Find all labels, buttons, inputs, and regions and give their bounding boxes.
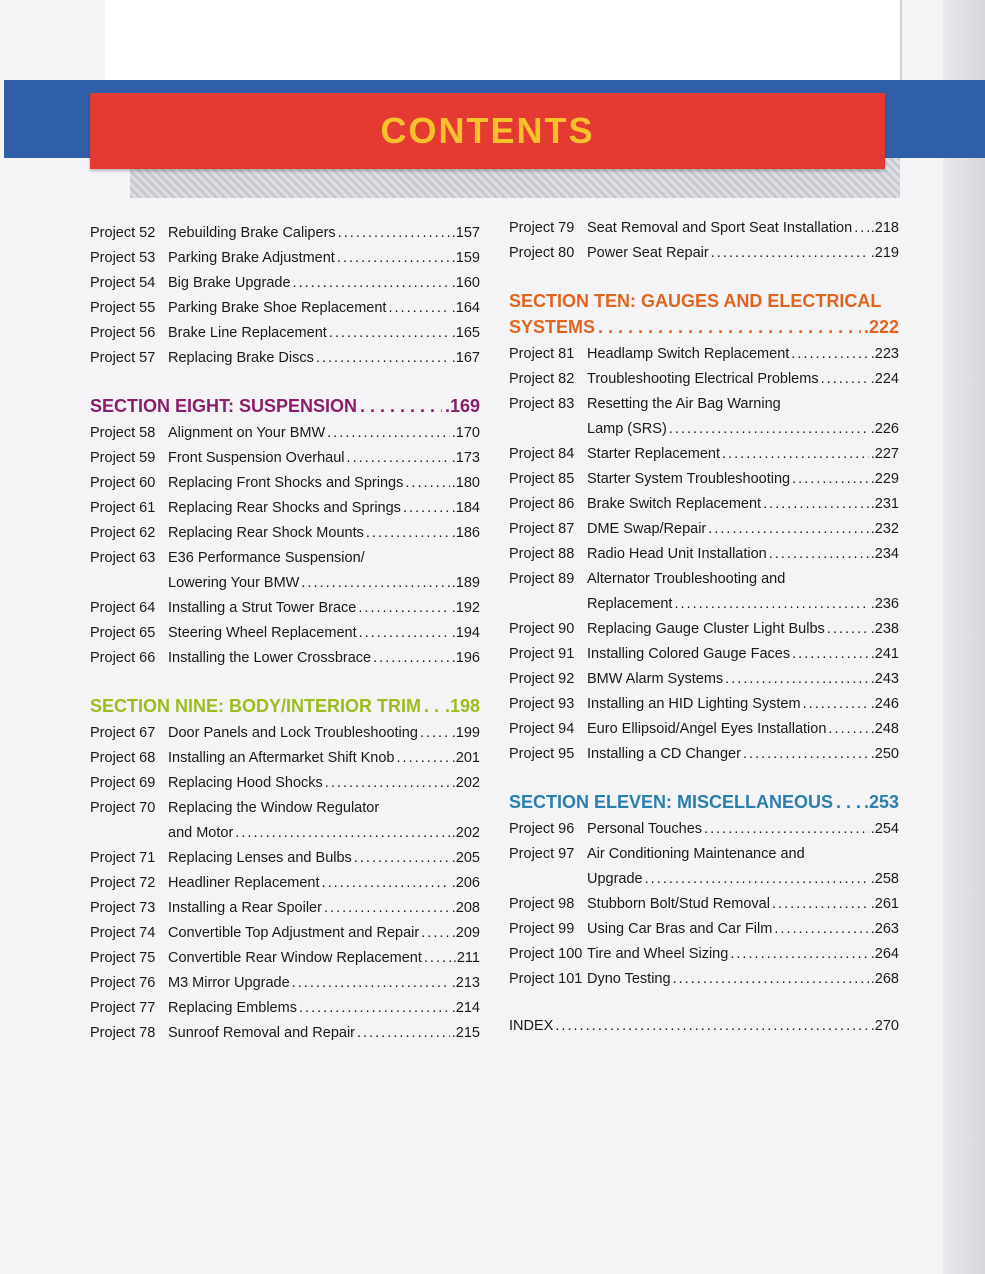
project-number: Project 88 — [509, 546, 575, 562]
page-number: .232 — [870, 521, 899, 537]
section-title-line1: SECTION TEN: GAUGES AND ELECTRICAL — [509, 291, 882, 311]
project-title: Headlamp Switch Replacement — [587, 346, 790, 362]
toc-entry — [509, 592, 899, 617]
project-number: Project 76 — [90, 975, 156, 991]
page-number: .196 — [451, 650, 480, 666]
project-number: Project 97 — [509, 846, 575, 862]
project-title: Stubborn Bolt/Stud Removal — [587, 896, 770, 912]
section-page: .169 — [444, 396, 480, 416]
leader-dots — [424, 946, 451, 971]
toc-entry — [90, 946, 480, 971]
project-title: Power Seat Repair — [587, 245, 709, 261]
page-edge — [943, 0, 985, 1274]
project-title: E36 Performance Suspension/ — [168, 550, 365, 566]
project-title: Convertible Rear Window Replacement — [168, 950, 422, 966]
project-number: Project 66 — [90, 650, 156, 666]
project-number: Project 62 — [90, 525, 156, 541]
project-number: Project 81 — [509, 346, 575, 362]
leader-dots — [354, 846, 450, 871]
leader-dots — [366, 521, 450, 546]
project-title: Replacing Front Shocks and Springs — [168, 475, 404, 491]
toc-entry — [90, 871, 480, 896]
section-page: .198 — [444, 696, 480, 716]
project-title: Replacing Hood Shocks — [168, 775, 323, 791]
leader-dots — [774, 917, 868, 942]
leader-dots — [792, 642, 869, 667]
project-number: Project 63 — [90, 550, 156, 566]
project-title: Replacing Rear Shock Mounts — [168, 525, 364, 541]
toc-entry — [90, 296, 480, 321]
toc-entry — [509, 742, 899, 767]
page-number: .208 — [451, 900, 480, 916]
leader-dots — [329, 321, 450, 346]
leader-dots — [359, 621, 450, 646]
left-group-3 — [90, 721, 480, 1046]
page-number: .263 — [870, 921, 899, 937]
page-number: .243 — [870, 671, 899, 687]
right-group-2 — [509, 342, 899, 767]
project-number: Project 53 — [90, 250, 156, 266]
project-title: Lamp (SRS) — [587, 421, 667, 437]
project-number: Project 54 — [90, 275, 156, 291]
project-title: Installing a CD Changer — [587, 746, 741, 762]
leader-dots — [763, 492, 869, 517]
project-number: Project 67 — [90, 725, 156, 741]
page-number: .184 — [451, 500, 480, 516]
page-number: .219 — [870, 245, 899, 261]
leader-dots — [828, 717, 868, 742]
leader-dots — [327, 421, 450, 446]
project-title: Tire and Wheel Sizing — [587, 946, 729, 962]
toc-entry — [90, 421, 480, 446]
project-title: Headliner Replacement — [168, 875, 320, 891]
project-title: Parking Brake Adjustment — [168, 250, 335, 266]
leader-dots — [338, 221, 450, 246]
page-number: .218 — [870, 220, 899, 236]
toc-entry — [509, 367, 899, 392]
leader-dots — [357, 1021, 450, 1046]
toc-entry — [90, 621, 480, 646]
leader-dots — [803, 692, 869, 717]
toc-entry — [509, 867, 899, 892]
right-group-1 — [509, 216, 899, 266]
toc-entry — [509, 717, 899, 742]
leader-dots — [397, 746, 450, 771]
project-number: Project 73 — [90, 900, 156, 916]
project-title: Installing Colored Gauge Faces — [587, 646, 791, 662]
project-title: Upgrade — [587, 871, 643, 887]
toc-entry — [90, 271, 480, 296]
index-entry — [509, 1014, 899, 1039]
toc-entry — [509, 942, 899, 967]
toc-entry — [509, 567, 899, 592]
page-number: .248 — [870, 721, 899, 737]
project-number: Project 65 — [90, 625, 156, 641]
page-number: .202 — [451, 775, 480, 791]
leader-dots — [347, 446, 450, 471]
page-number: .236 — [870, 596, 899, 612]
project-title: BMW Alarm Systems — [587, 671, 724, 687]
leader-dots — [792, 467, 869, 492]
page-number: .189 — [451, 575, 480, 591]
project-title: Replacement — [587, 596, 673, 612]
project-number: Project 82 — [509, 371, 575, 387]
leader-dots — [669, 417, 869, 442]
right-column — [509, 216, 899, 1039]
left-group-2 — [90, 421, 480, 671]
toc-entry — [509, 617, 899, 642]
leader-dots — [772, 892, 869, 917]
leader-dots — [836, 789, 861, 815]
page-number: .165 — [451, 325, 480, 341]
leader-dots — [299, 996, 450, 1021]
section-title-line2: SYSTEMS — [509, 317, 596, 337]
section-ten-heading — [509, 288, 899, 340]
page-number: .261 — [870, 896, 899, 912]
leader-dots — [722, 442, 869, 467]
toc-entry — [90, 996, 480, 1021]
page-number: .213 — [451, 975, 480, 991]
project-title: Euro Ellipsoid/Angel Eyes Installation — [587, 721, 827, 737]
section-page: .253 — [863, 792, 899, 812]
project-number: Project 91 — [509, 646, 575, 662]
toc-entry — [90, 521, 480, 546]
toc-entry — [90, 496, 480, 521]
page-number: .215 — [451, 1025, 480, 1041]
leader-dots — [388, 296, 449, 321]
toc-entry — [509, 442, 899, 467]
contents-banner — [90, 93, 885, 169]
project-number: Project 77 — [90, 1000, 156, 1016]
project-title: Starter Replacement — [587, 446, 720, 462]
project-title: Dyno Testing — [587, 971, 671, 987]
toc-entry — [509, 241, 899, 266]
project-number: Project 84 — [509, 446, 575, 462]
leader-dots — [743, 742, 869, 767]
project-title: Brake Line Replacement — [168, 325, 327, 341]
leader-dots — [358, 596, 449, 621]
section-eleven-heading — [509, 789, 899, 815]
project-number: Project 52 — [90, 225, 156, 241]
project-number: Project 86 — [509, 496, 575, 512]
project-title: Installing a Rear Spoiler — [168, 900, 322, 916]
project-title: Air Conditioning Maintenance and — [587, 846, 805, 862]
index-page: .270 — [870, 1018, 899, 1034]
leader-dots — [827, 617, 869, 642]
leader-dots — [403, 496, 450, 521]
project-number: Project 59 — [90, 450, 156, 466]
project-number: Project 80 — [509, 245, 575, 261]
project-title: Replacing Emblems — [168, 1000, 297, 1016]
leader-dots — [421, 921, 450, 946]
page-number: .173 — [451, 450, 480, 466]
page-number: .202 — [451, 825, 480, 841]
page-number: .206 — [451, 875, 480, 891]
leader-dots — [730, 942, 868, 967]
page-number: .159 — [451, 250, 480, 266]
toc-entry — [90, 721, 480, 746]
page-number: .157 — [451, 225, 480, 241]
toc-entry — [509, 392, 899, 417]
project-title: Troubleshooting Electrical Problems — [587, 371, 819, 387]
page-number: .227 — [870, 446, 899, 462]
project-title: Lowering Your BMW — [168, 575, 300, 591]
project-number: Project 70 — [90, 800, 156, 816]
leader-dots — [325, 771, 450, 796]
project-title: Replacing Rear Shocks and Springs — [168, 500, 401, 516]
project-number: Project 55 — [90, 300, 156, 316]
toc-entry — [90, 921, 480, 946]
project-number: Project 69 — [90, 775, 156, 791]
toc-entry — [90, 221, 480, 246]
project-number: Project 99 — [509, 921, 575, 937]
page-number: .192 — [451, 600, 480, 616]
leader-dots — [769, 542, 869, 567]
page-number: .246 — [870, 696, 899, 712]
toc-entry — [90, 771, 480, 796]
toc-entry — [90, 346, 480, 371]
project-title: Big Brake Upgrade — [168, 275, 291, 291]
leader-dots — [316, 346, 450, 371]
project-title: Steering Wheel Replacement — [168, 625, 357, 641]
leader-dots — [791, 342, 868, 367]
project-title: Front Suspension Overhaul — [168, 450, 345, 466]
toc-entry — [509, 542, 899, 567]
toc-entry — [90, 846, 480, 871]
leader-dots — [673, 967, 869, 992]
index-title: INDEX — [509, 1018, 554, 1034]
leader-dots — [424, 693, 442, 719]
page-number: .231 — [870, 496, 899, 512]
project-title: Rebuilding Brake Calipers — [168, 225, 336, 241]
project-title: Parking Brake Shoe Replacement — [168, 300, 387, 316]
leader-dots — [360, 393, 442, 419]
project-title: and Motor — [168, 825, 234, 841]
project-title: Installing an HID Lighting System — [587, 696, 801, 712]
project-number: Project 95 — [509, 746, 575, 762]
project-number: Project 93 — [509, 696, 575, 712]
page-number: .211 — [452, 950, 480, 966]
project-number: Project 90 — [509, 621, 575, 637]
section-title: SECTION EIGHT: SUSPENSION — [90, 396, 358, 416]
toc-entry — [509, 967, 899, 992]
project-number: Project 100 — [509, 946, 583, 962]
project-number: Project 83 — [509, 396, 575, 412]
toc-entry — [509, 667, 899, 692]
leader-dots — [322, 871, 450, 896]
toc-entry — [90, 896, 480, 921]
toc-entry — [90, 1021, 480, 1046]
leader-dots — [292, 971, 450, 996]
left-group-1 — [90, 221, 480, 371]
section-nine-heading — [90, 693, 480, 719]
toc-entry — [509, 842, 899, 867]
leader-dots — [373, 646, 450, 671]
page-number: .224 — [870, 371, 899, 387]
project-number: Project 68 — [90, 750, 156, 766]
project-title: Replacing the Window Regulator — [168, 800, 380, 816]
toc-entry — [509, 817, 899, 842]
leader-dots — [598, 314, 861, 340]
top-panel — [105, 0, 902, 80]
leader-dots — [725, 667, 869, 692]
toc-entry — [90, 321, 480, 346]
page-number: .234 — [870, 546, 899, 562]
project-title: Using Car Bras and Car Film — [587, 921, 773, 937]
leader-dots — [337, 246, 450, 271]
page-number: .258 — [870, 871, 899, 887]
toc-entry — [509, 517, 899, 542]
project-number: Project 98 — [509, 896, 575, 912]
toc-entry — [509, 467, 899, 492]
right-group-3 — [509, 817, 899, 992]
project-number: Project 57 — [90, 350, 156, 366]
project-number: Project 71 — [90, 850, 156, 866]
section-title: SECTION NINE: BODY/INTERIOR TRIM — [90, 696, 422, 716]
leader-dots — [645, 867, 869, 892]
toc-entry — [90, 546, 480, 571]
toc-entry — [90, 596, 480, 621]
toc-entry — [90, 446, 480, 471]
project-number: Project 96 — [509, 821, 575, 837]
project-title: Personal Touches — [587, 821, 703, 837]
toc-entry — [509, 417, 899, 442]
page-number: .205 — [451, 850, 480, 866]
page-title: CONTENTS — [380, 110, 595, 151]
toc-entry — [509, 342, 899, 367]
toc-entry — [90, 746, 480, 771]
leader-dots — [708, 517, 869, 542]
project-title: Sunroof Removal and Repair — [168, 1025, 355, 1041]
toc-entry — [509, 216, 899, 241]
page-number: .209 — [451, 925, 480, 941]
project-title: Door Panels and Lock Troubleshooting — [168, 725, 418, 741]
section-title: SECTION ELEVEN: MISCELLANEOUS — [509, 792, 834, 812]
project-title: Starter System Troubleshooting — [587, 471, 791, 487]
toc-entry — [509, 492, 899, 517]
page-number: .268 — [870, 971, 899, 987]
leader-dots — [821, 367, 869, 392]
project-number: Project 94 — [509, 721, 575, 737]
page-number: .194 — [451, 625, 480, 641]
project-number: Project 64 — [90, 600, 156, 616]
leader-dots — [711, 241, 869, 266]
toc-entry — [90, 646, 480, 671]
project-number: Project 58 — [90, 425, 156, 441]
section-eight-heading — [90, 393, 480, 419]
project-number: Project 87 — [509, 521, 575, 537]
project-number: Project 75 — [90, 950, 156, 966]
section-page: .222 — [863, 317, 899, 337]
project-number: Project 60 — [90, 475, 156, 491]
project-number: Project 85 — [509, 471, 575, 487]
project-number: Project 74 — [90, 925, 156, 941]
leader-dots — [420, 721, 450, 746]
page-number: .226 — [870, 421, 899, 437]
project-number: Project 61 — [90, 500, 156, 516]
left-column — [90, 221, 480, 1046]
toc-entry — [90, 471, 480, 496]
leader-dots — [301, 571, 449, 596]
project-title: Radio Head Unit Installation — [587, 546, 767, 562]
page-number: .186 — [451, 525, 480, 541]
project-title: Installing a Strut Tower Brace — [168, 600, 357, 616]
project-number: Project 101 — [509, 971, 583, 987]
page-number: .214 — [451, 1000, 480, 1016]
page-number: .264 — [870, 946, 899, 962]
leader-dots — [405, 471, 449, 496]
page-number: .250 — [870, 746, 899, 762]
toc-entry — [90, 246, 480, 271]
page-number: .160 — [451, 275, 480, 291]
page-number: .180 — [451, 475, 480, 491]
project-number: Project 72 — [90, 875, 156, 891]
page-number: .167 — [451, 350, 480, 366]
page-number: .238 — [870, 621, 899, 637]
project-number: Project 78 — [90, 1025, 156, 1041]
toc-entry — [90, 821, 480, 846]
project-title: Resetting the Air Bag Warning — [587, 396, 781, 412]
project-title: Replacing Brake Discs — [168, 350, 314, 366]
page-number: .164 — [451, 300, 480, 316]
project-number: Project 89 — [509, 571, 575, 587]
project-title: Seat Removal and Sport Seat Installation — [587, 220, 853, 236]
project-title: Brake Switch Replacement — [587, 496, 762, 512]
project-number: Project 79 — [509, 220, 575, 236]
toc-entry — [509, 892, 899, 917]
leader-dots — [704, 817, 869, 842]
page-number: .170 — [451, 425, 480, 441]
leader-dots — [293, 271, 450, 296]
leader-dots — [555, 1014, 868, 1039]
leader-dots — [235, 821, 449, 846]
project-title: Alignment on Your BMW — [168, 425, 326, 441]
page-number: .223 — [870, 346, 899, 362]
toc-entry — [509, 692, 899, 717]
page-number: .201 — [451, 750, 480, 766]
toc-entry — [90, 571, 480, 596]
toc-entry — [90, 971, 480, 996]
project-title: Convertible Top Adjustment and Repair — [168, 925, 420, 941]
project-title: Installing the Lower Crossbrace — [168, 650, 372, 666]
project-title: M3 Mirror Upgrade — [168, 975, 290, 991]
project-title: Installing an Aftermarket Shift Knob — [168, 750, 395, 766]
page-number: .229 — [870, 471, 899, 487]
project-title: Alternator Troubleshooting and — [587, 571, 786, 587]
page-number: .241 — [870, 646, 899, 662]
project-title: Replacing Gauge Cluster Light Bulbs — [587, 621, 825, 637]
leader-dots — [674, 592, 868, 617]
toc-entry — [90, 796, 480, 821]
leader-dots — [854, 216, 869, 241]
project-number: Project 92 — [509, 671, 575, 687]
page-number: .254 — [870, 821, 899, 837]
toc-entry — [509, 642, 899, 667]
page-number: .199 — [451, 725, 480, 741]
toc-entry — [509, 917, 899, 942]
section-title-line2-row — [509, 314, 899, 340]
project-number: Project 56 — [90, 325, 156, 341]
leader-dots — [324, 896, 450, 921]
project-title: Replacing Lenses and Bulbs — [168, 850, 352, 866]
project-title: DME Swap/Repair — [587, 521, 707, 537]
